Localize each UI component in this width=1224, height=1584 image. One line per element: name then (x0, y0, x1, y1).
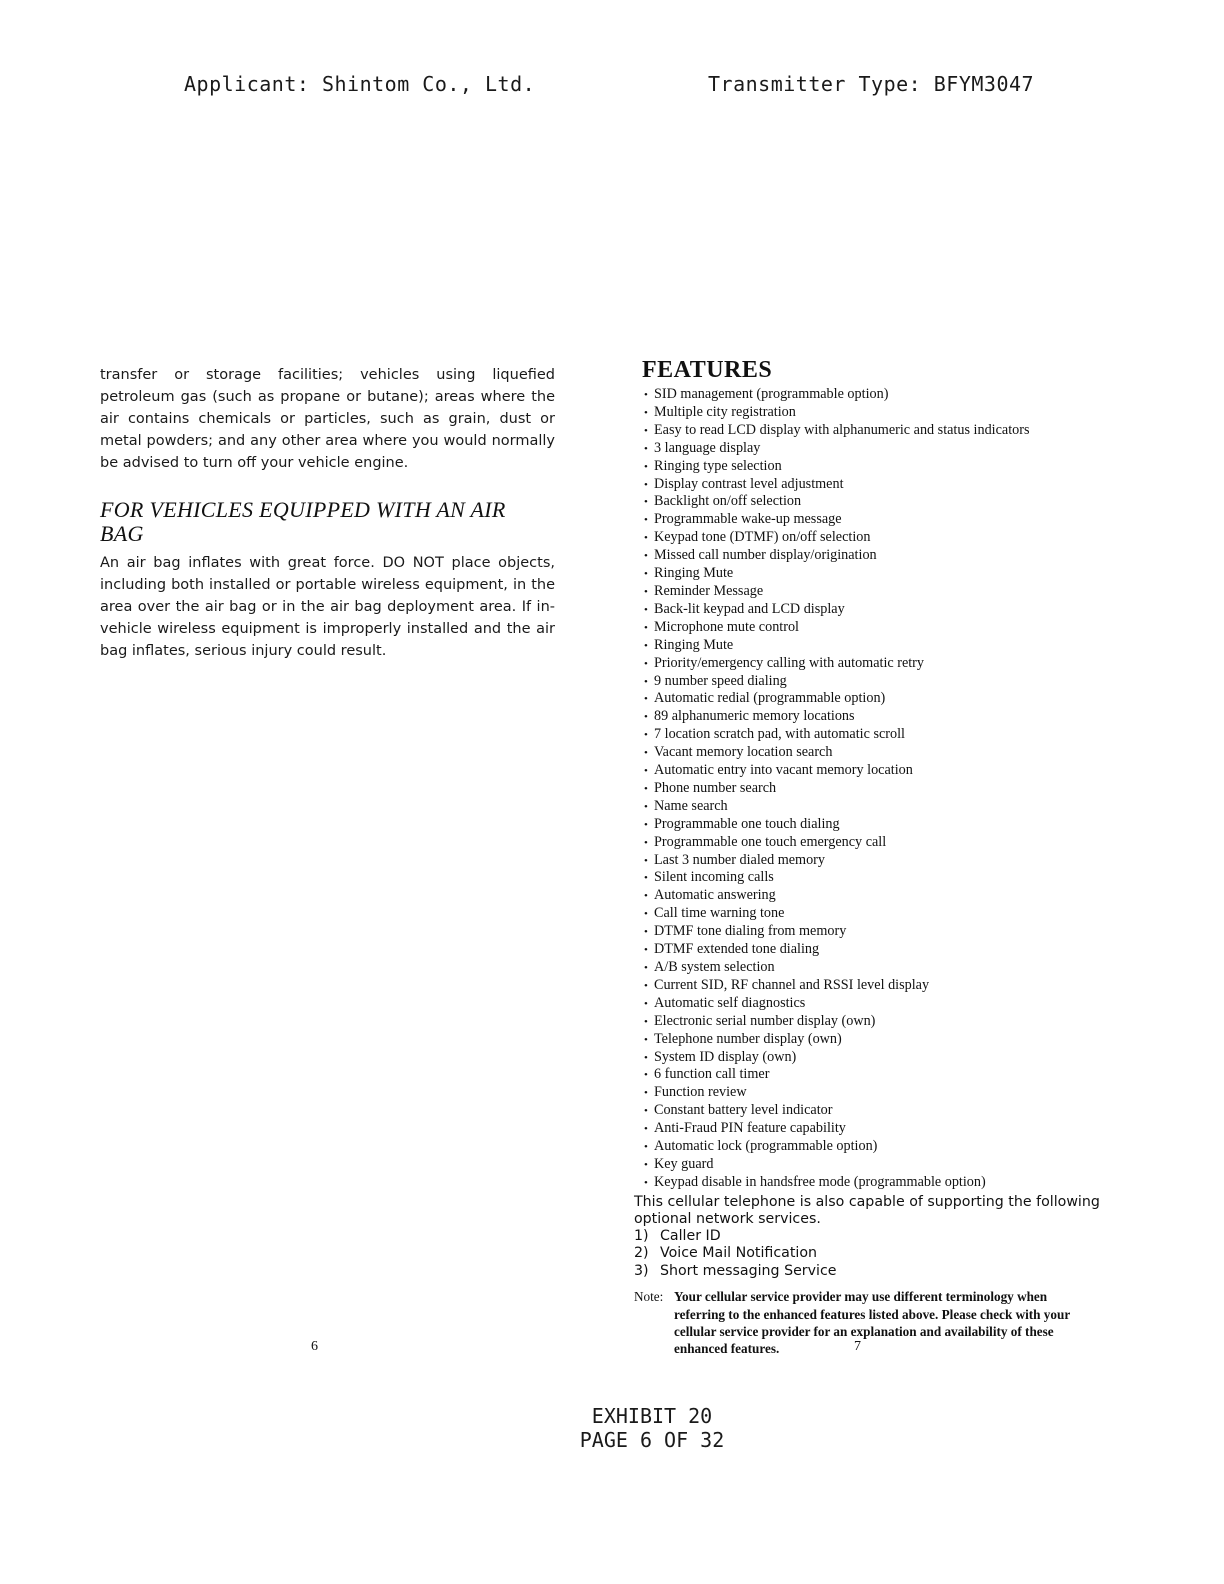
right-column (634, 356, 1104, 1357)
feature-item: • Backlight on/off selection (644, 493, 1104, 511)
feature-list (634, 386, 1104, 1192)
feature-item: • Missed call number display/origination (644, 547, 1104, 565)
applicant-header: Applicant: Shintom Co., Ltd. (184, 72, 536, 96)
feature-item: • Electronic serial number display (own) (644, 1013, 1104, 1031)
feature-item: • Back-lit keypad and LCD display (644, 601, 1104, 619)
features-heading: FEATURES (642, 357, 773, 383)
feature-item: • Automatic answering (644, 887, 1104, 905)
feature-item: • Automatic redial (programmable option) (644, 690, 1104, 708)
feature-item: • DTMF tone dialing from memory (644, 923, 1104, 941)
network-service-label: Caller ID (660, 1227, 721, 1244)
page-number-left: 6 (311, 1339, 318, 1354)
feature-item: • Telephone number display (own) (644, 1031, 1104, 1049)
feature-item: • Call time warning tone (644, 905, 1104, 923)
left-column (100, 364, 555, 662)
network-service-number: 1) (634, 1227, 649, 1244)
transmitter-type-header: Transmitter Type: BFYM3047 (708, 72, 1035, 96)
network-service-item (634, 1228, 1104, 1246)
feature-item: • Automatic lock (programmable option) (644, 1138, 1104, 1156)
feature-item: • Phone number search (644, 780, 1104, 798)
feature-item: • Ringing type selection (644, 458, 1104, 476)
note-text: Your cellular service provider may use different terminology when referring to the enhanced features listed above. Please check with your cellular service provider for an explanation and availability of these enhanced features. (674, 1289, 1070, 1357)
feature-item: • Priority/emergency calling with automatic retry (644, 655, 1104, 673)
feature-item: • Vacant memory location search (644, 744, 1104, 762)
feature-item: • DTMF extended tone dialing (644, 941, 1104, 959)
feature-item: • Silent incoming calls (644, 869, 1104, 887)
feature-item: • Programmable one touch emergency call (644, 834, 1104, 852)
feature-item: • Constant battery level indicator (644, 1102, 1104, 1120)
feature-item: • Easy to read LCD display with alphanumeric and status indicators (644, 422, 1104, 440)
network-service-label: Short messaging Service (660, 1262, 837, 1279)
feature-item: • Function review (644, 1084, 1104, 1102)
exhibit-stamp (0, 1404, 1224, 1452)
intro-paragraph: transfer or storage facilities; vehicles using liquefied petroleum gas (such as propane or butane); areas where the air contains chemicals or particles, such as grain, dust or metal powders; and any other area where you would normally be advised to turn off your vehicle engine. (100, 367, 555, 471)
feature-item: • Ringing Mute (644, 565, 1104, 583)
feature-item: • SID management (programmable option) (644, 386, 1104, 404)
feature-item: • Ringing Mute (644, 637, 1104, 655)
feature-item: • Anti-Fraud PIN feature capability (644, 1120, 1104, 1138)
feature-item: • Programmable one touch dialing (644, 816, 1104, 834)
feature-item: • Automatic entry into vacant memory location (644, 762, 1104, 780)
feature-item: • A/B system selection (644, 959, 1104, 977)
feature-item: • Keypad tone (DTMF) on/off selection (644, 529, 1104, 547)
network-services-list (634, 1228, 1104, 1281)
airbag-paragraph: An air bag inflates with great force. DO NOT place objects, including both installed or portable wireless equipment, in the area over the air bag or in the air bag deployment area. If in-vehicle wireless equipment is improperly installed and the air bag inflates, serious injury could result. (100, 555, 555, 659)
feature-item: • Microphone mute control (644, 619, 1104, 637)
network-service-item (634, 1263, 1104, 1281)
network-service-number: 3) (634, 1262, 649, 1279)
note (634, 1288, 1104, 1357)
feature-item: • Reminder Message (644, 583, 1104, 601)
network-services-intro: This cellular telephone is also capable of supporting the following optional network services. (634, 1193, 1100, 1227)
note-label: Note: (634, 1289, 664, 1305)
feature-item: • 7 location scratch pad, with automatic scroll (644, 726, 1104, 744)
feature-item: • Current SID, RF channel and RSSI level display (644, 977, 1104, 995)
feature-item: • 89 alphanumeric memory locations (644, 708, 1104, 726)
feature-item: • Name search (644, 798, 1104, 816)
page-number-right: 7 (854, 1339, 861, 1354)
feature-item: • System ID display (own) (644, 1049, 1104, 1067)
feature-item: • Key guard (644, 1156, 1104, 1174)
network-service-item (634, 1245, 1104, 1263)
feature-item: • 6 function call timer (644, 1066, 1104, 1084)
network-service-label: Voice Mail Notification (660, 1245, 817, 1262)
feature-item: • 3 language display (644, 440, 1104, 458)
exhibit-page-line: PAGE 6 OF 32 (579, 1428, 725, 1452)
feature-item: • Multiple city registration (644, 404, 1104, 422)
feature-item: • Display contrast level adjustment (644, 476, 1104, 494)
network-service-number: 2) (634, 1245, 649, 1262)
exhibit-line: EXHIBIT 20 (591, 1404, 713, 1428)
feature-item: • Programmable wake-up message (644, 511, 1104, 529)
feature-item: • 9 number speed dialing (644, 673, 1104, 691)
airbag-heading: FOR VEHICLES EQUIPPED WITH AN AIR BAG (100, 497, 506, 546)
feature-item: • Last 3 number dialed memory (644, 852, 1104, 870)
feature-item: • Automatic self diagnostics (644, 995, 1104, 1013)
feature-item: • Keypad disable in handsfree mode (programmable option) (644, 1174, 1104, 1192)
